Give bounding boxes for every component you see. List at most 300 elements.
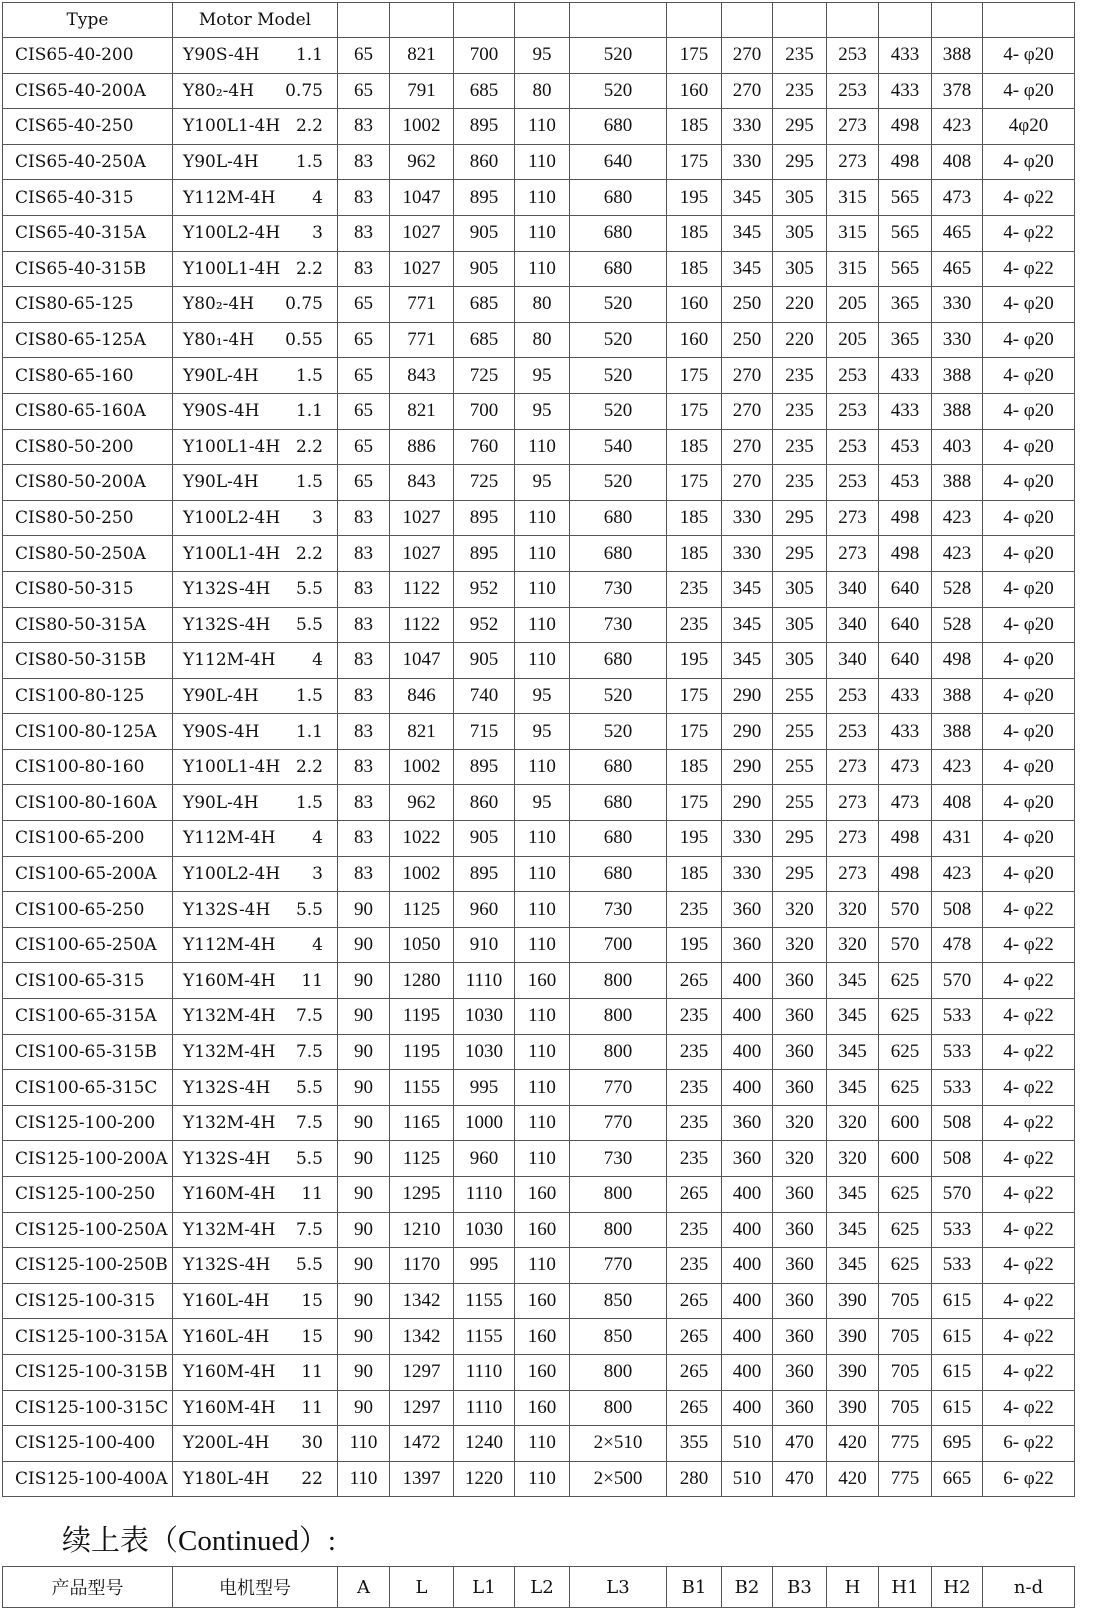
cell-value: 1027 [390,215,454,251]
cell-value: 295 [773,144,827,180]
cell-value: 600 [879,1141,932,1177]
motor-model: Y80₂-4H [183,80,255,101]
cell-value: 4- φ20 [983,785,1075,821]
motor-power: 2.2 [295,757,323,778]
cell-value: 1125 [390,1141,454,1177]
cell-value: 160 [515,1390,570,1426]
cell-motor [173,999,338,1035]
cell-type: CIS125-100-250 [3,1177,173,1213]
table-row [3,678,1075,714]
cell-value: 90 [338,892,390,928]
header-empty [667,3,722,38]
cell-value: 175 [667,678,722,714]
cell-type: CIS100-65-200 [3,821,173,857]
cell-motor [173,1212,338,1248]
motor-model: Y112M-4H [183,650,276,671]
cell-type: CIS65-40-315A [3,215,173,251]
cell-value: 265 [667,963,722,999]
continued-header-table [2,1566,1075,1608]
cell-value: 700 [454,38,515,74]
cell-value: 4- φ20 [983,536,1075,572]
cell-value: 290 [722,678,773,714]
motor-power: 2.2 [295,436,323,457]
cell-type: CIS80-50-315B [3,643,173,679]
motor-model: Y100L2-4H [183,863,281,884]
cell-value: 110 [515,1034,570,1070]
motor-model: Y132S-4H [183,899,271,920]
cell-value: 360 [722,1141,773,1177]
cell-motor [173,1461,338,1497]
cell-value: 860 [454,785,515,821]
table-row [3,1070,1075,1106]
cell-value: 4- φ22 [983,1212,1075,1248]
cell-value: 320 [773,1141,827,1177]
cell-value: 388 [932,358,983,394]
cell-value: 4- φ22 [983,1390,1075,1426]
cell-value: 253 [827,465,879,501]
cell-value: 1397 [390,1461,454,1497]
motor-power: 1.5 [295,685,323,706]
cell-type: CIS80-50-250A [3,536,173,572]
table-row [3,643,1075,679]
motor-power: 1.5 [295,152,323,173]
cell-value: 600 [879,1105,932,1141]
cell-type: CIS125-100-315B [3,1354,173,1390]
cell-value: 770 [570,1105,667,1141]
cell-value: 685 [454,287,515,323]
cell-motor [173,393,338,429]
header-empty [390,3,454,38]
cell-value: 110 [515,251,570,287]
cell-value: 895 [454,749,515,785]
cell-value: 330 [932,322,983,358]
cell-motor [173,1390,338,1426]
cell-value: 4- φ22 [983,1319,1075,1355]
motor-power: 4 [312,650,323,671]
cell-value: 4- φ20 [983,393,1075,429]
cell-value: 235 [667,1212,722,1248]
header-empty [454,3,515,38]
cell-value: 6- φ22 [983,1426,1075,1462]
cell-value: 330 [722,856,773,892]
cell-type: CIS80-65-125A [3,322,173,358]
cell-value: 470 [773,1461,827,1497]
cell-value: 960 [454,892,515,928]
cell-value: 400 [722,1390,773,1426]
motor-power: 22 [301,1469,323,1490]
motor-power: 5.5 [295,579,323,600]
cell-value: 615 [932,1354,983,1390]
table-header-row [3,3,1075,38]
table-row [3,322,1075,358]
cell-value: 110 [515,180,570,216]
continued-header-cell: L2 [515,1567,570,1608]
cell-value: 800 [570,1034,667,1070]
header-empty [722,3,773,38]
cell-value: 265 [667,1354,722,1390]
cell-value: 1195 [390,999,454,1035]
cell-value: 625 [879,1070,932,1106]
cell-type: CIS65-40-250A [3,144,173,180]
cell-value: 330 [722,500,773,536]
cell-value: 290 [722,714,773,750]
motor-model: Y100L1-4H [183,258,281,279]
cell-value: 273 [827,821,879,857]
cell-value: 110 [515,927,570,963]
cell-value: 771 [390,287,454,323]
cell-value: 110 [515,821,570,857]
cell-motor [173,1248,338,1284]
cell-value: 265 [667,1283,722,1319]
table-row [3,358,1075,394]
cell-value: 235 [667,607,722,643]
cell-value: 360 [773,1354,827,1390]
cell-value: 320 [773,892,827,928]
cell-motor [173,1319,338,1355]
table-row [3,429,1075,465]
motor-model: Y132M-4H [183,1219,276,1240]
cell-value: 1195 [390,1034,454,1070]
cell-value: 4- φ20 [983,643,1075,679]
cell-type: CIS125-100-400A [3,1461,173,1497]
cell-value: 952 [454,571,515,607]
cell-value: 378 [932,73,983,109]
cell-value: 235 [667,571,722,607]
cell-value: 433 [879,678,932,714]
continued-header-cell: L1 [454,1567,515,1608]
cell-value: 185 [667,856,722,892]
cell-value: 1122 [390,607,454,643]
cell-value: 625 [879,1248,932,1284]
table-row [3,287,1075,323]
motor-model: Y100L1-4H [183,116,281,137]
cell-value: 220 [773,322,827,358]
cell-type: CIS100-65-315 [3,963,173,999]
header-empty [570,3,667,38]
table-row [3,1461,1075,1497]
cell-value: 235 [773,73,827,109]
spec-table [2,2,1075,1497]
cell-value: 253 [827,73,879,109]
table-row [3,1177,1075,1213]
cell-value: 1342 [390,1283,454,1319]
cell-value: 498 [932,643,983,679]
cell-value: 65 [338,73,390,109]
cell-value: 315 [827,180,879,216]
cell-value: 1027 [390,500,454,536]
cell-value: 250 [722,287,773,323]
cell-value: 4- φ22 [983,1105,1075,1141]
cell-value: 160 [667,322,722,358]
cell-value: 680 [570,821,667,857]
continued-header-cell: H1 [879,1567,932,1608]
continued-header-cell: n-d [983,1567,1075,1608]
cell-value: 465 [932,251,983,287]
motor-model: Y80₁-4H [183,330,255,351]
cell-value: 295 [773,536,827,572]
cell-value: 345 [722,180,773,216]
cell-type: CIS100-65-250A [3,927,173,963]
cell-value: 615 [932,1319,983,1355]
cell-value: 110 [515,215,570,251]
cell-value: 843 [390,358,454,394]
cell-value: 910 [454,927,515,963]
table-row [3,536,1075,572]
cell-value: 498 [879,856,932,892]
cell-value: 110 [515,643,570,679]
cell-value: 4φ20 [983,109,1075,145]
cell-motor [173,1105,338,1141]
cell-value: 685 [454,73,515,109]
table-row [3,73,1075,109]
motor-model: Y90S-4H [183,401,260,422]
cell-motor [173,892,338,928]
cell-value: 730 [570,1141,667,1177]
cell-value: 110 [515,1070,570,1106]
cell-value: 570 [932,963,983,999]
cell-value: 680 [570,251,667,287]
cell-type: CIS125-100-315A [3,1319,173,1355]
cell-value: 680 [570,109,667,145]
table-row [3,251,1075,287]
cell-value: 185 [667,536,722,572]
cell-value: 305 [773,251,827,287]
cell-value: 1050 [390,927,454,963]
cell-value: 195 [667,180,722,216]
cell-value: 565 [879,215,932,251]
motor-power: 1.1 [295,45,323,66]
table-row [3,465,1075,501]
continued-header-cell: L3 [570,1567,667,1608]
motor-power: 30 [301,1433,323,1454]
motor-model: Y80₂-4H [183,294,255,315]
cell-type: CIS100-80-160 [3,749,173,785]
table-row [3,1390,1075,1426]
cell-value: 83 [338,749,390,785]
cell-value: 4- φ22 [983,1248,1075,1284]
motor-power: 5.5 [295,614,323,635]
cell-value: 205 [827,287,879,323]
cell-value: 1110 [454,1390,515,1426]
cell-type: CIS65-40-200 [3,38,173,74]
cell-value: 390 [827,1354,879,1390]
cell-value: 4- φ20 [983,287,1075,323]
cell-value: 4- φ22 [983,215,1075,251]
cell-value: 83 [338,536,390,572]
motor-model: Y90L-4H [183,472,259,493]
header-empty [827,3,879,38]
cell-value: 330 [722,536,773,572]
cell-value: 265 [667,1390,722,1426]
cell-value: 273 [827,536,879,572]
cell-value: 791 [390,73,454,109]
cell-value: 305 [773,571,827,607]
cell-value: 905 [454,215,515,251]
cell-value: 90 [338,999,390,1035]
motor-power: 7.5 [295,1113,323,1134]
cell-motor [173,536,338,572]
table-row [3,714,1075,750]
cell-value: 90 [338,963,390,999]
motor-model: Y90S-4H [183,45,260,66]
cell-value: 110 [515,607,570,643]
cell-value: 83 [338,180,390,216]
cell-motor [173,571,338,607]
cell-motor [173,73,338,109]
table-row [3,1354,1075,1390]
cell-value: 400 [722,1319,773,1355]
cell-value: 65 [338,358,390,394]
header-empty [773,3,827,38]
cell-value: 90 [338,927,390,963]
cell-motor [173,1070,338,1106]
cell-value: 4- φ22 [983,1354,1075,1390]
cell-value: 400 [722,1248,773,1284]
cell-value: 273 [827,856,879,892]
cell-value: 320 [773,927,827,963]
cell-value: 1297 [390,1354,454,1390]
continued-title: 续上表（Continued）: [62,1525,336,1557]
cell-value: 423 [932,536,983,572]
table-row [3,1283,1075,1319]
cell-type: CIS80-50-315A [3,607,173,643]
cell-value: 821 [390,393,454,429]
cell-value: 270 [722,465,773,501]
motor-power: 11 [301,1397,323,1418]
motor-power: 3 [312,508,323,529]
motor-power: 1.5 [295,365,323,386]
cell-value: 340 [827,571,879,607]
cell-value: 255 [773,785,827,821]
cell-motor [173,1034,338,1070]
cell-value: 520 [570,358,667,394]
motor-model: Y160M-4H [183,1362,276,1383]
motor-model: Y90L-4H [183,365,259,386]
cell-value: 705 [879,1319,932,1355]
cell-value: 800 [570,999,667,1035]
cell-value: 235 [667,1105,722,1141]
cell-motor [173,643,338,679]
cell-value: 365 [879,322,932,358]
cell-type: CIS125-100-200A [3,1141,173,1177]
cell-value: 4- φ20 [983,821,1075,857]
cell-motor [173,856,338,892]
cell-type: CIS125-100-250A [3,1212,173,1248]
cell-value: 705 [879,1354,932,1390]
cell-motor [173,821,338,857]
cell-value: 1030 [454,1034,515,1070]
cell-value: 175 [667,785,722,821]
cell-value: 235 [773,429,827,465]
cell-type: CIS100-80-125 [3,678,173,714]
cell-value: 273 [827,109,879,145]
continued-header-cell: B2 [722,1567,773,1608]
cell-value: 235 [773,38,827,74]
cell-value: 330 [722,821,773,857]
cell-value: 4- φ20 [983,678,1075,714]
cell-value: 83 [338,215,390,251]
cell-motor [173,109,338,145]
cell-value: 843 [390,465,454,501]
motor-model: Y100L1-4H [183,436,281,457]
cell-value: 360 [773,1319,827,1355]
cell-value: 895 [454,856,515,892]
cell-type: CIS80-65-160A [3,393,173,429]
cell-type: CIS125-100-315C [3,1390,173,1426]
cell-value: 110 [515,1461,570,1497]
cell-value: 65 [338,38,390,74]
cell-value: 205 [827,322,879,358]
cell-value: 345 [827,963,879,999]
cell-motor [173,287,338,323]
cell-value: 4- φ22 [983,1177,1075,1213]
cell-value: 4- φ22 [983,892,1075,928]
cell-value: 1280 [390,963,454,999]
cell-value: 175 [667,393,722,429]
cell-value: 265 [667,1319,722,1355]
cell-value: 895 [454,109,515,145]
cell-value: 498 [879,109,932,145]
cell-value: 4- φ22 [983,927,1075,963]
cell-value: 235 [773,393,827,429]
cell-value: 160 [667,73,722,109]
motor-power: 4 [312,187,323,208]
cell-value: 360 [773,1070,827,1106]
cell-type: CIS100-65-315A [3,999,173,1035]
cell-value: 160 [515,963,570,999]
cell-value: 4- φ20 [983,749,1075,785]
cell-value: 4- φ22 [983,963,1075,999]
cell-value: 2×500 [570,1461,667,1497]
motor-model: Y90L-4H [183,792,259,813]
table-row [3,856,1075,892]
cell-value: 4- φ20 [983,465,1075,501]
cell-value: 473 [879,785,932,821]
cell-value: 453 [879,465,932,501]
cell-value: 860 [454,144,515,180]
cell-motor [173,465,338,501]
motor-model: Y100L1-4H [183,543,281,564]
continued-header-cell: 产品型号 [3,1567,173,1608]
cell-value: 270 [722,358,773,394]
motor-power: 1.5 [295,792,323,813]
cell-value: 533 [932,1070,983,1106]
cell-value: 80 [515,287,570,323]
cell-value: 962 [390,785,454,821]
motor-model: Y90L-4H [183,152,259,173]
cell-motor [173,144,338,180]
cell-value: 895 [454,500,515,536]
continued-header-cell: B3 [773,1567,827,1608]
cell-value: 4- φ20 [983,500,1075,536]
motor-power: 5.5 [295,1077,323,1098]
cell-value: 4- φ20 [983,714,1075,750]
cell-value: 83 [338,785,390,821]
cell-value: 905 [454,821,515,857]
cell-value: 570 [879,927,932,963]
cell-value: 520 [570,714,667,750]
cell-value: 700 [570,927,667,963]
cell-value: 4- φ20 [983,429,1075,465]
table-row [3,1105,1075,1141]
motor-model: Y132M-4H [183,1041,276,1062]
cell-value: 400 [722,999,773,1035]
header-empty [879,3,932,38]
continued-header-cell: B1 [667,1567,722,1608]
cell-value: 680 [570,749,667,785]
cell-value: 895 [454,180,515,216]
cell-value: 423 [932,856,983,892]
